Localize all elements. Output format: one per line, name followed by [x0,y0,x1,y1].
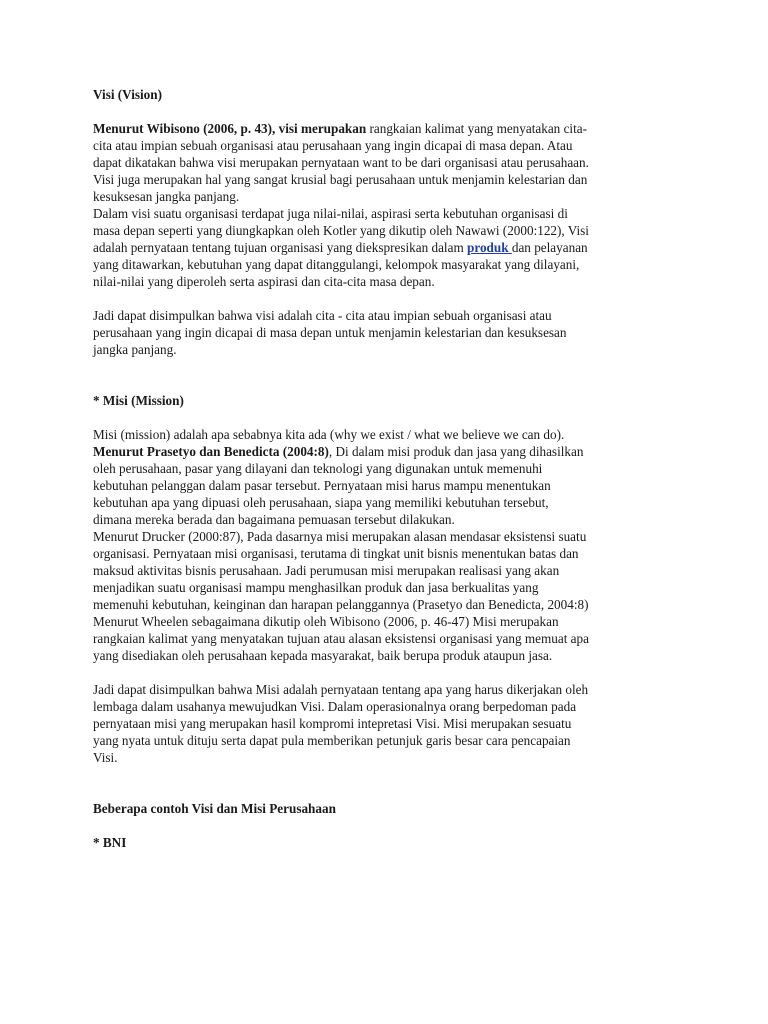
document-page [93,86,683,851]
text-line: Visi juga merupakan hal yang sangat krusial bagi perusahaan untuk menjamin kelestarian dan [93,172,588,187]
paragraph-visi-conclusion [93,307,683,358]
paragraph-misi-conclusion [93,681,683,766]
text-line: kebutuhan pelanggan dalam pasar tersebut. Pernyataan misi harus mampu menentukan [93,478,551,493]
text-line: lembaga dalam usahanya mewujudkan Visi. Dalam operasionalnya orang berpedoman pada [93,699,577,714]
text-line: Menurut Drucker (2000:87), Pada dasarnya misi merupakan alasan mendasar eksistensi suatu [93,529,587,544]
heading-contoh: Beberapa contoh Visi dan Misi Perusahaan [93,801,336,816]
text-line: masa depan seperti yang diungkapkan oleh Kotler yang dikutip oleh Nawawi (2000:122), Visi [93,223,589,238]
paragraph-misi-prasetyo: Menurut Prasetyo dan Benedicta (2004:8), Di dalam misi produk dan jasa yang dihasilkan oleh perusahaan, pasar yang dilayani dan teknologi yang digunakan untuk memenuhi kebutuhan pelanggan dalam pasar tersebut. Pernyataan misi harus mampu menentukan kebutuhan apa yang dipuasi oleh perusahaan, siapa yang memiliki kebutuhan tersebut, dimana mereka berada dan bagaimana pemuasan tersebut dilakukan. [93,443,683,528]
paragraph-misi-drucker [93,528,683,664]
paragraph-visi-kotler: Dalam visi suatu organisasi terdapat juga nilai-nilai, aspirasi serta kebutuhan organisasi di masa depan seperti yang diungkapkan oleh Kotler yang dikutip oleh Nawawi (2000:122), Visi adalah pernyataan tentang tujuan organisasi yang diekspresikan dalam produk dan pelayanan yang ditawarkan, kebutuhan yang dapat ditanggulangi, kelompok masyarakat yang dilayani, nilai-nilai yang diperoleh serta aspirasi dan cita-cita masa depan. [93,205,683,290]
link-produk[interactable]: produk [467,240,512,255]
text-line: dimana mereka berada dan bagaimana pemuasan tersebut dilakukan. [93,512,455,527]
text-line: organisasi. Pernyataan misi organisasi, terutama di tingkat unit bisnis menentukan batas dan [93,546,579,561]
paragraph-misi-intro: Misi (mission) adalah apa sebabnya kita ada (why we exist / what we believe we can do). [93,427,565,442]
text-line: kesuksesan jangka panjang. [93,189,240,204]
heading-misi: * Misi (Mission) [93,393,184,408]
citation-prasetyo: Menurut Prasetyo dan Benedicta (2004:8) [93,444,329,459]
text-line: kebutuhan apa yang dipuasi oleh perusahaan, siapa yang memiliki kebutuhan tersebut, [93,495,549,510]
text-line: maksud aktivitas bisnis perusahaan. Jadi perumusan misi merupakan realisasi yang akan [93,563,560,578]
text-line: perusahaan yang ingin dicapai di masa depan untuk menjamin kelestarian dan kesuksesan [93,325,567,340]
text-line: Dalam visi suatu organisasi terdapat juga nilai-nilai, aspirasi serta kebutuhan organisasi di [93,206,568,221]
text-line: jangka panjang. [93,342,177,357]
heading-visi: Visi (Vision) [93,87,162,102]
text-line: yang nyata untuk dituju serta dapat pula memberikan petunjuk garis besar cara pencapaian [93,733,571,748]
citation-wibisono: Menurut Wibisono (2006, p. 43), visi merupakan [93,121,367,136]
heading-bni: * BNI [93,835,127,850]
text-line: pernyataan misi yang merupakan hasil kompromi intepretasi Visi. Misi merupakan sesuatu [93,716,572,731]
text-line: Jadi dapat disimpulkan bahwa Misi adalah pernyataan tentang apa yang harus dikerjakan oleh [93,682,589,697]
text-line: memenuhi kebutuhan, keinginan dan harapan pelanggannya (Prasetyo dan Benedicta, 2004:8) [93,597,589,612]
text-line: menjadikan suatu organisasi mampu menghasilkan produk dan jasa berkualitas yang [93,580,539,595]
text-line: oleh perusahaan, pasar yang dilayani dan teknologi yang digunakan untuk memenuhi [93,461,543,476]
text-line: dapat dikatakan bahwa visi merupakan pernyataan want to be dari organisasi atau perusahaan. [93,155,589,170]
text-line: Menurut Wheelen sebagaimana dikutip oleh Wibisono (2006, p. 46-47) Misi merupakan [93,614,559,629]
text-line: nilai-nilai yang diperoleh serta aspirasi dan cita-cita masa depan. [93,274,435,289]
text-line: Visi. [93,750,118,765]
text-line: yang ditawarkan, kebutuhan yang dapat ditanggulangi, kelompok masyarakat yang dilayani, [93,257,580,272]
text-line: Jadi dapat disimpulkan bahwa visi adalah cita - cita atau impian sebuah organisasi atau [93,308,552,323]
paragraph-visi-definition: Menurut Wibisono (2006, p. 43), visi merupakan rangkaian kalimat yang menyatakan cita- cita atau impian sebuah organisasi atau perusahaan yang ingin dicapai di masa depan. Atau dapat dikatakan bahwa visi merupakan pernyataan want to be dari organisasi atau perusahaan. Visi juga merupakan hal yang sangat krusial bagi perusahaan untuk menjamin kelestarian dan kesuksesan jangka panjang. [93,120,683,205]
text-line: rangkaian kalimat yang menyatakan tujuan atau alasan eksistensi organisasi yang memuat apa [93,631,589,646]
text-line: yang disediakan oleh perusahaan kepada masyarakat, baik berupa produk ataupun jasa. [93,648,553,663]
text-line: cita atau impian sebuah organisasi atau perusahaan yang ingin dicapai di masa depan. Atau [93,138,573,153]
